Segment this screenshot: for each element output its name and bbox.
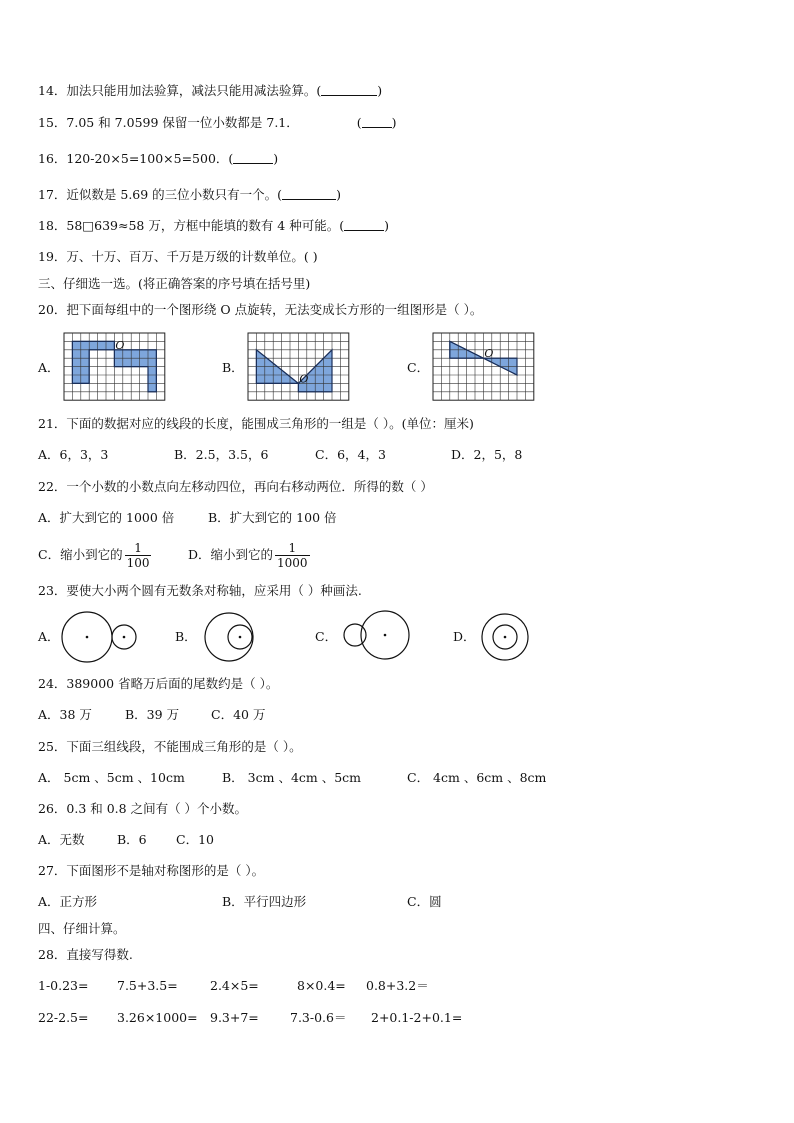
question-21: 21．下面的数据对应的线段的长度，能围成三角形的一组是（ ）。(单位：厘米) — [38, 416, 474, 431]
fraction: $\frac{1}{100}$ — [126, 541, 150, 570]
calc-item: 7.5+3.5= — [117, 978, 178, 993]
answer-blank[interactable] — [344, 218, 384, 231]
calc-item: 22-2.5= — [38, 1010, 89, 1025]
calc-item: 9.3+7= — [210, 1010, 259, 1025]
q20-figure-c — [433, 333, 535, 401]
q23-option-b[interactable]: B． — [175, 629, 197, 644]
q14-text: 14．加法只能用加法验算，减法只能用减法验算。( — [38, 83, 322, 98]
big-circle — [205, 613, 253, 661]
question-17: 17．近似数是 5.69 的三位小数只有一个。( ) — [38, 187, 341, 202]
q25-option-a[interactable]: A． 5cm 、5cm 、10cm — [38, 770, 185, 785]
q24-option-a[interactable]: A．38 万 — [38, 707, 92, 722]
q16-text: 16．120-20×5=100×5=500．( — [38, 151, 234, 166]
question-18: 18．58□639≈58 万，方框中能填的数有 4 种可能。( ) — [38, 218, 390, 233]
q22-option-b[interactable]: B．扩大到它的 100 倍 — [208, 510, 337, 525]
q23-figure-b — [204, 610, 260, 664]
section-3-heading: 三、仔细选一选。(将正确答案的序号填在括号里) — [38, 276, 311, 291]
q23-option-c[interactable]: C． — [315, 629, 338, 644]
q21-option-c[interactable]: C．6，4，3 — [315, 447, 386, 462]
calc-item: 2+0.1-2+0.1= — [371, 1010, 463, 1025]
question-23: 23．要使大小两个圆有无数条对称轴，应采用（ ）种画法. — [38, 583, 362, 598]
question-24: 24．389000 省略万后面的尾数约是（ ）。 — [38, 676, 279, 691]
q22-option-d[interactable]: D．缩小到它的 $\frac{1}{1000}$ — [188, 541, 308, 570]
calc-item: 7.3-0.6＝ — [290, 1010, 347, 1025]
q25-option-b[interactable]: B． 3cm 、4cm 、5cm — [222, 770, 362, 785]
q21-option-b[interactable]: B．2.5，3.5，6 — [174, 447, 269, 462]
answer-blank[interactable] — [362, 115, 392, 128]
q22-option-c[interactable]: C．缩小到它的 $\frac{1}{100}$ — [38, 541, 150, 570]
q24-option-c[interactable]: C．40 万 — [211, 707, 266, 722]
section-4-heading: 四、仔细计算。 — [38, 921, 126, 936]
question-14: 14．加法只能用加法验算，减法只能用减法验算。( ) — [38, 83, 383, 98]
q23-figure-d — [480, 610, 530, 664]
question-20: 20．把下面每组中的一个图形绕 O 点旋转，无法变成长方形的一组图形是（ ）。 — [38, 302, 483, 317]
q23-figure-c — [341, 610, 411, 664]
q27-option-b[interactable]: B．平行四边形 — [222, 894, 307, 909]
fraction: $\frac{1}{1000}$ — [277, 541, 308, 570]
point-o-label: O — [484, 347, 494, 361]
q26-option-b[interactable]: B．6 — [117, 832, 147, 847]
q23-figure-a — [60, 610, 140, 664]
q23-option-d[interactable]: D． — [453, 629, 476, 644]
q20-option-c[interactable]: C． — [407, 360, 430, 375]
q26-option-c[interactable]: C．10 — [176, 832, 214, 847]
q18-text: 18．58□639≈58 万，方框中能填的数有 4 种可能。( — [38, 218, 345, 233]
question-27: 27．下面图形不是轴对称图形的是（ ）。 — [38, 863, 265, 878]
q25-option-c[interactable]: C． 4cm 、6cm 、8cm — [407, 770, 547, 785]
answer-blank[interactable] — [321, 83, 377, 96]
calc-item: 1-0.23= — [38, 978, 89, 993]
q20-figure-a — [64, 333, 166, 401]
calc-item: 2.4×5= — [210, 978, 259, 993]
question-15: 15．7.05 和 7.0599 保留一位小数都是 7.1． ( ) — [38, 115, 397, 130]
calc-item: 3.26×1000= — [117, 1010, 198, 1025]
q27-option-c[interactable]: C．圆 — [407, 894, 442, 909]
q20-option-b[interactable]: B． — [222, 360, 244, 375]
calc-item: 8×0.4= — [297, 978, 346, 993]
q21-option-a[interactable]: A．6，3，3 — [38, 447, 109, 462]
q21-option-d[interactable]: D．2，5，8 — [451, 447, 523, 462]
q20-figure-b — [248, 333, 350, 401]
question-22: 22．一个小数的小数点向左移动四位，再向右移动两位．所得的数（ ） — [38, 479, 433, 494]
question-19: 19．万、十万、百万、千万是万级的计数单位。( ) — [38, 249, 318, 264]
question-16: 16．120-20×5=100×5=500．( ) — [38, 151, 279, 166]
answer-blank[interactable] — [282, 187, 336, 200]
q20-option-a[interactable]: A． — [38, 360, 60, 375]
q24-option-b[interactable]: B．39 万 — [125, 707, 180, 722]
q15-text: 15．7.05 和 7.0599 保留一位小数都是 7.1． — [38, 115, 299, 130]
question-28: 28．直接写得数. — [38, 947, 133, 962]
q22-option-a[interactable]: A．扩大到它的 1000 倍 — [38, 510, 175, 525]
q17-text: 17．近似数是 5.69 的三位小数只有一个。( — [38, 187, 283, 202]
question-26: 26．0.3 和 0.8 之间有（ ）个小数。 — [38, 801, 248, 816]
point-o-label: O — [299, 372, 309, 386]
point-o-label: O — [115, 338, 125, 352]
answer-blank[interactable] — [233, 151, 273, 164]
question-25: 25．下面三组线段，不能围成三角形的是（ ）。 — [38, 739, 302, 754]
q23-option-a[interactable]: A． — [38, 629, 60, 644]
calc-item: 0.8+3.2＝ — [366, 978, 429, 993]
q26-option-a[interactable]: A．无数 — [38, 832, 85, 847]
q27-option-a[interactable]: A．正方形 — [38, 894, 98, 909]
